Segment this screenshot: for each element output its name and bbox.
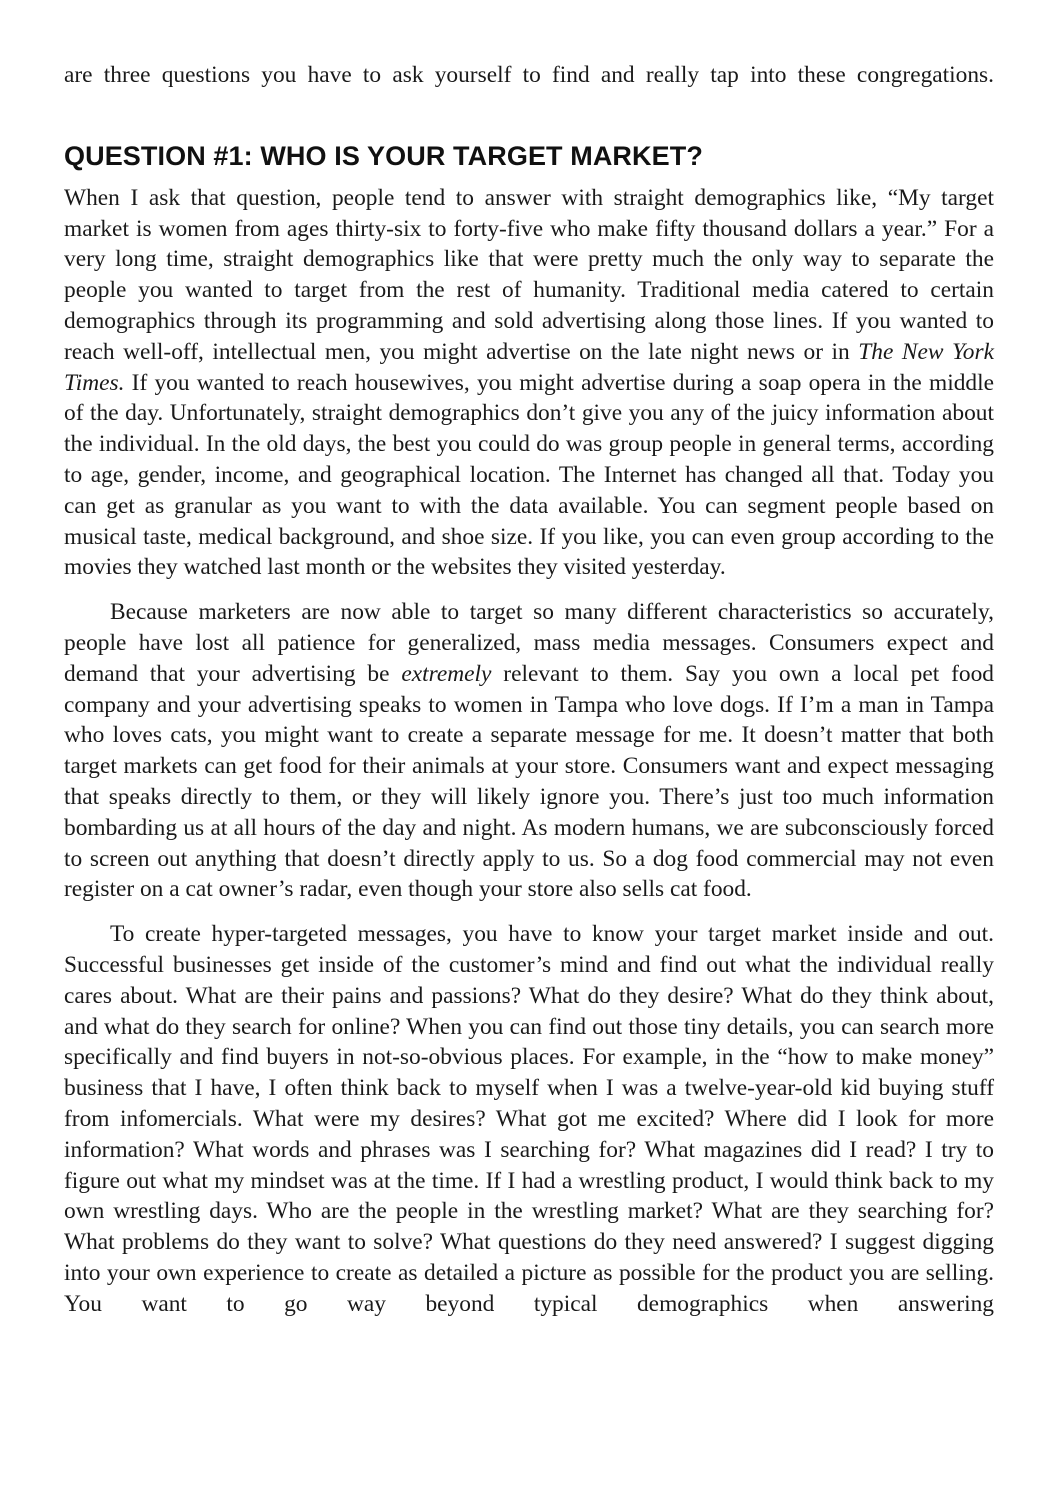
body-paragraph-1: [64, 183, 994, 583]
body-paragraph-2: [64, 597, 994, 905]
emphasis-word: extremely: [401, 660, 492, 687]
paragraph-1-text-b: If you wanted to reach housewives, you might advertise during a soap opera in the middle of the day. Unfortunately, straight demographics don’t give you any of the juicy information about the individual. In the old days, the best you could do was group people in general terms, according to age, gender, income, and geographical location. The Internet has changed all that. Today you can get as granular as you want to with the data available. You can segment people based on musical taste, medical background, and shoe size. If you like, you can even group according to the movies they watched last month or the websites they visited yesterday.: [64, 369, 994, 581]
body-paragraph-3: To create hyper-targeted messages, you have to know your target market inside and out. Successful businesses get inside of the customer’s mind and find out what the individual really cares about. What are their pains and passions? What do they desire? What do they think about, and what do they search for online? When you can find out those tiny details, you can search more specifically and find buyers in not-so-obvious places. For example, in the “how to make money” business that I have, I often think back to myself when I was a twelve-year-old kid buying stuff from infomercials. What were my desires? What got me excited? Where did I look for more information? What words and phrases was I searching for? What magazines did I read? I try to figure out what my mindset was at the time. If I had a wrestling product, I would think back to my own wrestling days. Who are the people in the wrestling market? What are they searching for? What problems do they want to solve? What questions do they need answered? I suggest digging into your own experience to create as detailed a picture as possible for the product you are selling. You want to go way beyond typical demographics when answering: [64, 921, 994, 1317]
paragraph-2-text-b: relevant to them. Say you own a local pet food company and your advertising speaks to women in Tampa who love dogs. If I’m a man in Tampa who loves cats, you might want to create a separate message for me. It doesn’t matter that both target markets can get food for their animals at your store. Consumers want and expect messaging that speaks directly to them, or they will likely ignore you. There’s just too much information bombarding us at all hours of the day and night. As modern humans, we are subconsciously forced to screen out anything that doesn’t directly apply to us. So a dog food commercial may not even register on a cat owner’s radar, even though your store also sells cat food.: [64, 660, 994, 903]
publication-title: The New York Times.: [64, 338, 994, 396]
paragraph-1-text-a: When I ask that question, people tend to answer with straight demographics like, “My target market is women from ages thirty-six to forty-five who make fifty thousand dollars a year.” For a very long time, straight demographics like that were pretty much the only way to separate the people you wanted to target from the rest of humanity. Traditional media catered to certain demographics through its programming and sold advertising along those lines. If you wanted to reach well-off, intellectual men, you might advertise on the late night news or in: [64, 184, 994, 365]
paragraph-2-text-a: Because marketers are now able to target so many different characteristics so accurately, people have lost all patience for generalized, mass media messages. Consumers expect and demand that your advertising be: [64, 599, 994, 687]
section-heading: QUESTION #1: WHO IS YOUR TARGET MARKET?: [64, 140, 703, 171]
document-page: [64, 60, 994, 1319]
lead-paragraph: are three questions you have to ask yourself to find and really tap into these congregations.: [64, 62, 994, 88]
